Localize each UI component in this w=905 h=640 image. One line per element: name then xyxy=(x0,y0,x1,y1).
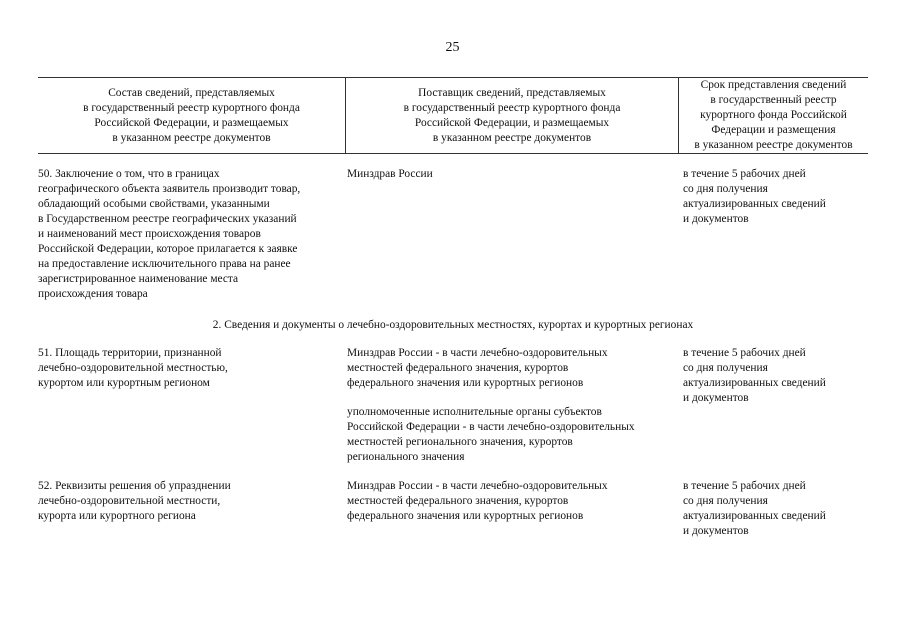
header-col-supplier: Поставщик сведений, представляемых в государственный реестр курортного фонда Российской Федерации, и размещаемых в указанном реестре документов xyxy=(403,87,621,144)
row-50-supplier: Минздрав России xyxy=(347,168,433,180)
table-header-bottom-rule xyxy=(38,153,868,154)
section-2-heading: 2. Сведения и документы о лечебно-оздоровительных местностях, курортах и курортных регионах xyxy=(212,319,694,331)
row-51-supplier-federal: Минздрав России - в части лечебно-оздоровительных местностей федерального значения, курортов федерального значения или курортных регионов xyxy=(347,347,608,389)
row-52-composition: 52. Реквизиты решения об упразднении лечебно-оздоровительной местности, курорта или курортного региона xyxy=(38,480,231,522)
header-col-composition: Состав сведений, представляемых в государственный реестр курортного фонда Российской Федерации, и размещаемых в указанном реестре документов xyxy=(83,87,300,144)
row-51-deadline: в течение 5 рабочих дней со дня получения актуализированных сведений и документов xyxy=(683,347,826,404)
page-number: 25 xyxy=(445,40,460,55)
header-col-deadline: Срок представления сведений в государственный реестр курортного фонда Российской Федерации и размещения в указанном реестре документов xyxy=(694,79,853,151)
row-50-deadline: в течение 5 рабочих дней со дня получения актуализированных сведений и документов xyxy=(683,168,826,225)
row-52-deadline: в течение 5 рабочих дней со дня получения актуализированных сведений и документов xyxy=(683,480,826,537)
row-51-supplier-regional: уполномоченные исполнительные органы субъектов Российской Федерации - в части лечебно-оздоровительных местностей регионального значения, курортов регионального значения xyxy=(347,406,635,463)
row-52-supplier: Минздрав России - в части лечебно-оздоровительных местностей федерального значения, курортов федерального значения или курортных регионов xyxy=(347,480,608,522)
row-50-composition: 50. Заключение о том, что в границах географического объекта заявитель производит товар, обладающий особыми свойствами, указанными в Государственном реестре географических указаний и наименований мест происхождения товаров Российской Федерации, которое прилагается к заявке на предоставление исключительного права на ранее зарегистрированное наименование места происхождения товара xyxy=(38,168,301,300)
row-51-composition: 51. Площадь территории, признанной лечебно-оздоровительной местностью, курортом или курортным регионом xyxy=(38,347,228,389)
